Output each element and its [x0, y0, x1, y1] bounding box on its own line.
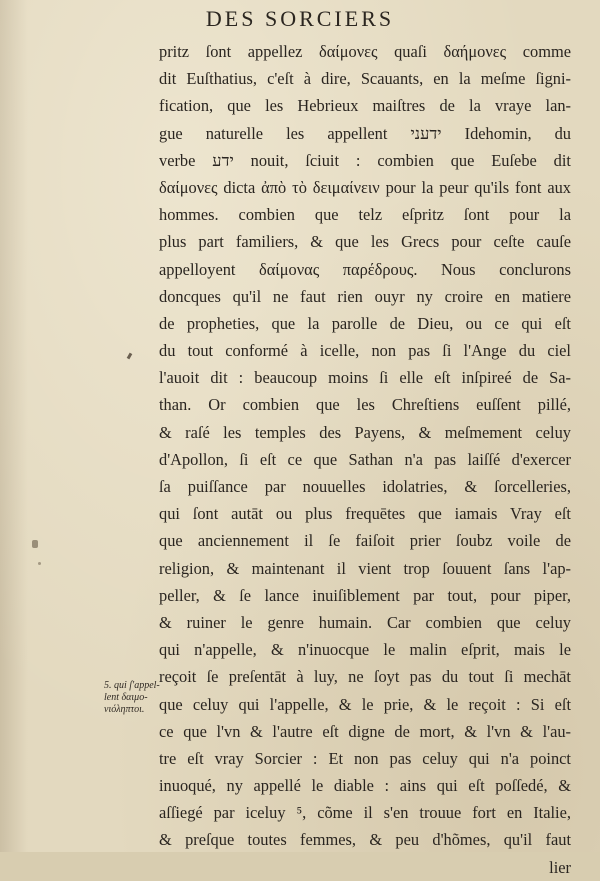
text-line: religion, & maintenant il vient trop ſouuent ſans l'ap- [159, 558, 571, 578]
text-line: than. Or combien que les Chreſtiens euſſent pillé, [159, 395, 571, 415]
text-line: d'Apollon, ſi eſt ce que Sathan n'a pas laiſſé d'exercer [159, 449, 571, 469]
text-line: dit Euſthatius, c'eſt à dire, Scauants, en la meſme ſigni- [159, 69, 571, 89]
text-line: du tout conformé à icelle, non pas ſi l'Ange du ciel [159, 341, 571, 361]
text-line: hommes. combien que telz eſpritz ſont pour la [159, 205, 571, 225]
text-line: qui ſont autāt ou plus frequētes que iamais Vray eſt [159, 504, 571, 524]
text-line: pritz ſont appellez δαίμονες quaſi δαήμονες comme [159, 42, 571, 61]
text-line: tre eſt vray Sorcier : Et non pas celuy qui n'a poinct [159, 748, 571, 768]
text-line: inuoqué, ny appellé le diable : ains qui eſt poſſedé, & [159, 776, 571, 796]
text-line: appelloyent δαίμονας παρέδρους. Nous conclurons [159, 259, 571, 279]
text-line: que celuy qui l'appelle, & le prie, & le reçoit : Si eſt [159, 694, 571, 714]
text-line: aſſiegé par iceluy ⁵, cõme il s'en trouue fort en Italie, [159, 803, 571, 823]
text-line: qui n'appelle, & n'inuocque le malin eſprit, mais le [159, 640, 571, 660]
text-line: l'auoit dit : beaucoup moins ſi elle eſt inſpireé de Sa- [159, 368, 571, 388]
ink-stain [32, 540, 38, 548]
ink-stain [38, 562, 41, 565]
text-line: que anciennement il ſe faiſoit prier ſoubz voile de [159, 531, 571, 551]
text-line: peller, & ſe lance inuiſiblement par tout, pour piper, [159, 585, 571, 605]
text-line: plus part familiers, & que les Grecs pour ceſte cauſe [159, 232, 571, 252]
marginal-note-line: 5. qui ſ'appel- [104, 680, 160, 691]
running-head: DES SORCIERS [205, 6, 395, 31]
text-line: doncques qu'il ne faut rien ouyr ny croire en matiere [159, 286, 571, 306]
text-line: reçoit ſe preſentāt à luy, ne ſoyt pas du tout ſi mechāt [159, 667, 571, 687]
marginal-note-line: lent δαιμο- [104, 692, 148, 703]
text-line: verbe ידע nouit, ſciuit : combien que Euſebe dit [159, 150, 571, 170]
text-line: δαίμονες dicta ἀπὸ τὸ δειμαίνειν pour la peur qu'ils font aux [159, 177, 571, 197]
text-line: & ruiner le genre humain. Car combien que celuy [159, 612, 571, 632]
body-text [159, 38, 571, 881]
text-line: de propheties, que la parolle de Dieu, ou ce qui eſt [159, 313, 571, 333]
text-line: & preſque toutes femmes, & peu d'hõmes, qu'il faut [159, 830, 571, 850]
text-line: fication, que les Hebrieux maiſtres de la vraye lan- [159, 96, 571, 116]
marginal-note [104, 680, 164, 716]
text-line: ce que l'vn & l'autre eſt digne de mort, & l'vn & l'au- [159, 721, 571, 741]
margin-mark [127, 353, 133, 360]
text-line: & raſé les temples des Payens, & meſmement celuy [159, 422, 571, 442]
text-line: ſa puiſſance par nouuelles idolatries, & ſorcelleries, [159, 477, 571, 496]
text-line: gue naturelle les appellent ידעני Idehomin, du [159, 123, 571, 143]
catchword: lier [549, 857, 571, 877]
marginal-note-line: νιόληπτοι. [104, 704, 145, 715]
